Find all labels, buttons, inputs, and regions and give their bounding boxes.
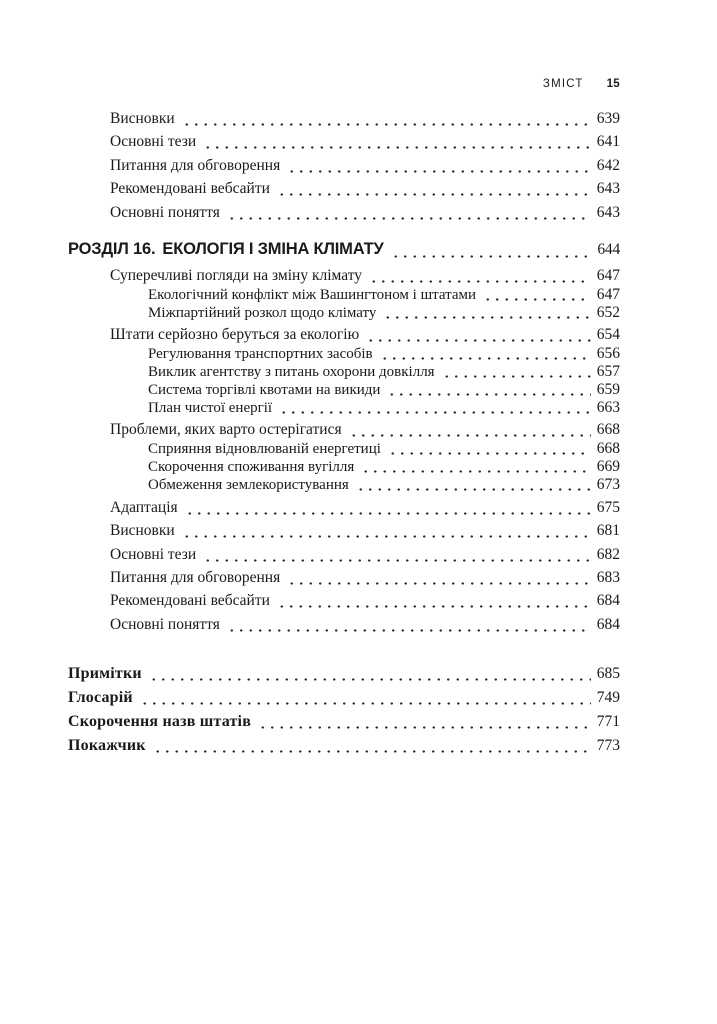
- toc-entry-label: Скорочення назв штатів: [68, 712, 252, 730]
- toc-entry: [148, 458, 620, 476]
- toc-entry: [110, 180, 620, 199]
- toc-entry-page: 647: [596, 285, 620, 303]
- toc-entry-label: Основні поняття: [110, 203, 220, 221]
- toc-entry: [148, 399, 620, 417]
- toc-entry-label: Основні тези: [110, 545, 197, 563]
- toc-entry: [148, 363, 620, 381]
- toc-entry-label: Адаптація: [110, 498, 178, 516]
- toc-entry-page: 683: [596, 568, 620, 586]
- toc-entry-label: Рекомендовані вебсайти: [110, 180, 270, 198]
- backmatter-entries: [68, 665, 620, 756]
- toc-entry-page: 647: [596, 266, 620, 284]
- dot-leader: [279, 411, 591, 414]
- running-head-page-number: 15: [606, 78, 620, 90]
- toc-entry: [110, 616, 620, 635]
- toc-entry-page: 652: [596, 303, 620, 321]
- dot-leader: [227, 217, 591, 220]
- dot-leader: [203, 146, 591, 149]
- running-head: [68, 78, 620, 92]
- previous-chapter-tail-entries: [68, 110, 620, 223]
- toc-entry-page: 659: [596, 380, 620, 398]
- toc-entry-label: Питання для обговорення: [110, 568, 281, 586]
- toc-entry: [68, 737, 620, 756]
- chapter-title: ЕКОЛОГІЯ І ЗМІНА КЛІМАТУ: [162, 239, 384, 258]
- toc-entry-page: 675: [596, 498, 620, 516]
- toc-entry-label: Проблеми, яких варто остерігатися: [110, 421, 342, 439]
- toc-entry: [110, 326, 620, 345]
- toc-entry-page: 773: [596, 736, 620, 754]
- toc-entry: [110, 157, 620, 176]
- toc-entry-page: 673: [596, 476, 620, 494]
- toc-entry: [110, 592, 620, 611]
- dot-leader: [149, 678, 591, 681]
- toc-entry: [110, 522, 620, 541]
- toc-entry: [148, 476, 620, 494]
- toc-entry: [148, 440, 620, 458]
- toc-entry-page: 663: [596, 398, 620, 416]
- chapter-number-label: РОЗДІЛ 16.: [68, 239, 156, 258]
- dot-leader: [182, 535, 591, 538]
- dot-leader: [203, 559, 591, 562]
- dot-leader: [387, 393, 590, 396]
- toc-entry: [68, 713, 620, 732]
- toc-entry: [110, 499, 620, 518]
- dot-leader: [442, 375, 591, 378]
- toc-entry-page: 771: [596, 712, 620, 730]
- toc-entry-label: Суперечливі погляди на зміну клімату: [110, 266, 363, 284]
- dot-leader: [185, 512, 591, 515]
- chapter-16-heading: [68, 240, 620, 262]
- toc-entry-label: Покажчик: [68, 736, 146, 754]
- dot-leader: [277, 193, 591, 196]
- toc-entry: [110, 569, 620, 588]
- toc-entry-label: Питання для обговорення: [110, 156, 281, 174]
- toc-entry-label: Скорочення споживання вугілля: [148, 459, 355, 476]
- dot-leader: [287, 170, 591, 173]
- toc-entry-page: 657: [596, 362, 620, 380]
- toc-entry: [110, 133, 620, 152]
- toc-entry-page: 641: [596, 133, 620, 151]
- toc-entry-label: Виклик агентству з питань охорони довкілля: [148, 363, 435, 380]
- chapter-16-entries: [68, 267, 620, 635]
- toc-entry: [68, 665, 620, 684]
- toc-entry-page: 643: [596, 180, 620, 198]
- toc-entry-page: 684: [596, 615, 620, 633]
- toc-entry: [148, 345, 620, 363]
- toc-entry-label: Міжпартійний розкол щодо клімату: [148, 304, 377, 321]
- toc-entry: [148, 381, 620, 399]
- running-head-title: ЗМІСТ: [542, 78, 584, 90]
- toc-entry-label: Регулювання транспортних засобів: [148, 345, 373, 362]
- toc-entry-label: Штати серйозно беруться за екологію: [110, 325, 360, 343]
- dot-leader: [383, 316, 590, 319]
- dot-leader: [380, 357, 591, 360]
- toc-entry-label: Глосарій: [68, 688, 133, 706]
- toc-entry: [148, 286, 620, 304]
- toc-entry-label: Примітки: [68, 664, 142, 682]
- toc-entry-page: 656: [596, 344, 620, 362]
- toc-entry-label: Екологічний конфлікт між Вашингтоном і штатами: [148, 286, 477, 303]
- toc-entry-label: Система торгівлі квотами на викиди: [148, 381, 381, 398]
- toc-entry-page: 684: [596, 592, 620, 610]
- chapter-page: 644: [597, 240, 620, 258]
- dot-leader: [356, 488, 591, 491]
- toc-entry-page: 681: [596, 522, 620, 540]
- toc-entry: [110, 110, 620, 129]
- table-of-contents: [68, 110, 620, 756]
- toc-entry-page: 654: [596, 325, 620, 343]
- dot-leader: [287, 582, 591, 585]
- toc-entry-page: 749: [596, 688, 620, 706]
- toc-entry-label: Висновки: [110, 522, 175, 540]
- toc-entry-page: 668: [596, 421, 620, 439]
- page-content: [68, 78, 620, 756]
- toc-entry: [68, 689, 620, 708]
- toc-entry-label: Висновки: [110, 110, 175, 127]
- toc-entry: [110, 204, 620, 223]
- toc-entry-page: 669: [596, 458, 620, 476]
- toc-entry: [110, 267, 620, 286]
- dot-leader: [349, 434, 591, 437]
- toc-entry-label: Обмеження землекористування: [148, 477, 349, 494]
- toc-entry-page: 643: [596, 203, 620, 221]
- toc-entry-label: Сприяння відновлюваній енергетиці: [148, 441, 381, 458]
- toc-entry-label: Основні тези: [110, 133, 197, 151]
- toc-entry-page: 682: [596, 545, 620, 563]
- dot-leader: [388, 452, 591, 455]
- dot-leader: [258, 726, 591, 729]
- dot-leader: [361, 470, 590, 473]
- dot-leader: [153, 750, 591, 753]
- toc-entry-label: Основні поняття: [110, 615, 220, 633]
- toc-entry-page: 642: [596, 156, 620, 174]
- dot-leader: [483, 298, 591, 301]
- toc-entry: [148, 304, 620, 322]
- toc-entry-page: 685: [596, 664, 620, 682]
- dot-leader: [369, 280, 591, 283]
- dot-leader: [140, 702, 591, 705]
- toc-entry: [110, 546, 620, 565]
- toc-entry-label: План чистої енергії: [148, 399, 273, 416]
- dot-leader: [227, 629, 591, 632]
- toc-entry-page: 639: [596, 110, 620, 127]
- dot-leader: [277, 605, 591, 608]
- dot-leader: [366, 339, 591, 342]
- toc-entry-label: Рекомендовані вебсайти: [110, 592, 270, 610]
- dot-leader: [391, 255, 592, 258]
- toc-entry-page: 668: [596, 440, 620, 458]
- toc-entry: [110, 421, 620, 440]
- dot-leader: [182, 123, 591, 126]
